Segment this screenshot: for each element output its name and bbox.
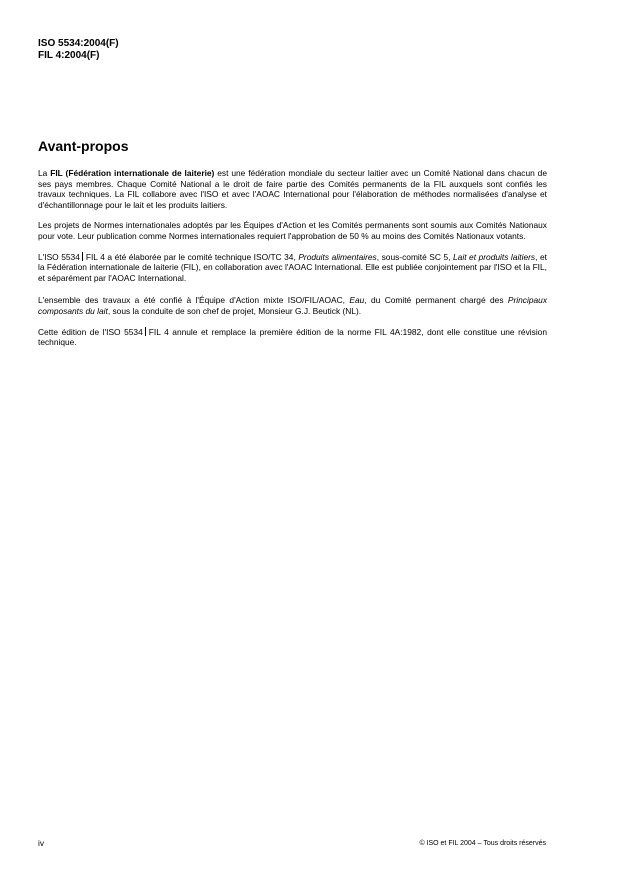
p1-lead: La bbox=[38, 168, 51, 178]
copyright-notice: © ISO et FIL 2004 – Tous droits réservés bbox=[419, 840, 546, 847]
paragraph-draft-standards: Les projets de Normes internationales adoptés par les Équipes d'Action et les Comités permanents sont soumis aux Comités Nationaux pour vote. Leur publication comme Normes internationales requiert l'approbation de 50 % au moins des Comités Nationaux votants. bbox=[38, 220, 547, 241]
page-title: Avant-propos bbox=[38, 138, 129, 154]
standard-reference-iso: ISO 5534:2004(F) bbox=[38, 38, 119, 49]
p1-rest: est une fédération mondiale du secteur laitier avec un Comité National dans chacun de ses pays membres. Chaque Comité National a le droit de faire partie des Comités permanents de la FIL auxquels sont confiés les travaux techniques. La FIL collabore avec l'ISO et avec l'AOAC International pour l'élaboration de méthodes normalisées d'analyse et d'échantillonnage pour le lait et les produits laitiers. bbox=[38, 168, 547, 210]
paragraph-fil-description bbox=[38, 168, 547, 210]
p1-bold-fil-name: FIL (Fédération internationale de laiterie) bbox=[50, 168, 215, 178]
foreword-body bbox=[38, 168, 547, 358]
document-header bbox=[38, 38, 119, 62]
p5-a: Cette édition de l'ISO 5534 bbox=[38, 326, 143, 337]
vertical-separator bbox=[145, 327, 146, 336]
page-number: iv bbox=[38, 838, 45, 848]
paragraph-edition bbox=[38, 327, 547, 348]
p3-d: , sous-comité SC 5, bbox=[376, 251, 454, 262]
p5-b: FIL 4 annule et remplace la première édition de la norme FIL 4A:1982, dont elle constitue une révision technique. bbox=[38, 326, 548, 348]
p3-a: L'ISO 5534 bbox=[38, 251, 80, 262]
p3-committee-title: Produits alimentaires bbox=[298, 251, 377, 262]
p4-committee-title: Principaux composants du lait bbox=[38, 295, 548, 316]
standard-reference-fil: FIL 4:2004(F) bbox=[38, 50, 100, 61]
p4-a: L'ensemble des travaux a été confié à l'Équipe d'Action mixte ISO/FIL/AOAC, bbox=[38, 295, 350, 306]
p4-e: , sous la conduite de son chef de projet, Monsieur G.J. Beutick (NL). bbox=[107, 305, 362, 316]
p3-b: FIL 4 a été élaborée par le comité technique ISO/TC 34, bbox=[85, 251, 299, 262]
paragraph-action-team bbox=[38, 295, 547, 316]
p4-c: , du Comité permanent chargé des bbox=[364, 295, 508, 306]
paragraph-preparation bbox=[38, 252, 547, 284]
vertical-separator bbox=[82, 252, 83, 261]
p3-f: , et la Fédération internationale de laiterie (FIL), en collaboration avec l'AOAC International. Elle est publiée conjointement par l'ISO et la FIL, et séparément par l'AOAC International. bbox=[38, 251, 547, 283]
p4-team-title: Eau bbox=[349, 295, 365, 306]
p3-subcommittee-title: Lait et produits laitiers bbox=[453, 251, 536, 262]
